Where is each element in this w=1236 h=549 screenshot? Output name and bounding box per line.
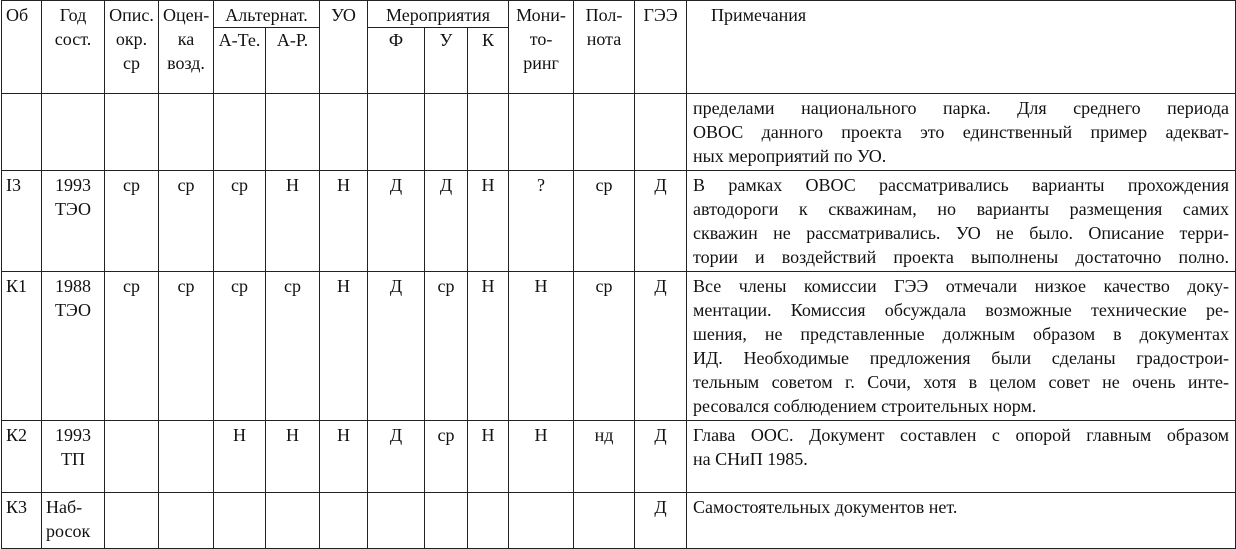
cell-f: Д — [368, 171, 425, 272]
cell-u: Д — [425, 171, 468, 272]
cell-notes: пределами национального парка. Для среднего периода ОВОС данного проекта это единственный пример адекват- ных мероприятий по УО. — [687, 94, 1236, 171]
cell-alt-te — [214, 94, 266, 171]
cell-otsen: ср — [159, 171, 214, 272]
cell-notes: В рамках ОВОС рассматривались варианты прохождения автодороги к скважинам, но варианты размещения самих скважин не рассматривались. УО не было. Описание терри- тории и воздействий проекта выполнены достаточно полно. — [687, 171, 1236, 272]
header-row — [2, 1, 1236, 28]
header-f: Ф — [368, 28, 425, 94]
header-year: Год сост. — [42, 1, 105, 94]
cell-ob — [2, 94, 42, 171]
cell-monit: Н — [509, 421, 574, 493]
cell-alt-r: Н — [266, 421, 320, 493]
cell-uo: Н — [320, 171, 368, 272]
cell-polnota: ср — [574, 272, 635, 421]
cell-notes: Глава ООС. Документ составлен с опорой главным образом на СНиП 1985. — [687, 421, 1236, 493]
header-uo: УО — [320, 1, 368, 94]
cell-polnota: нд — [574, 421, 635, 493]
cell-k: Н — [468, 421, 509, 493]
cell-opis: ср — [105, 272, 159, 421]
cell-f — [368, 493, 425, 549]
table-row — [2, 94, 1236, 171]
cell-k — [468, 493, 509, 549]
cell-year — [42, 94, 105, 171]
table-row — [2, 493, 1236, 549]
cell-f: Д — [368, 272, 425, 421]
table-row — [2, 171, 1236, 272]
cell-alt-r: Н — [266, 171, 320, 272]
cell-f — [368, 94, 425, 171]
cell-year: 1993 ТЭО — [42, 171, 105, 272]
cell-year: 1993 ТП — [42, 421, 105, 493]
cell-opis — [105, 493, 159, 549]
cell-gee: Д — [635, 421, 687, 493]
cell-alt-te — [214, 493, 266, 549]
cell-opis — [105, 94, 159, 171]
cell-polnota — [574, 493, 635, 549]
header-u: У — [425, 28, 468, 94]
cell-otsen — [159, 421, 214, 493]
cell-uo — [320, 94, 368, 171]
cell-monit: Н — [509, 272, 574, 421]
cell-u: ср — [425, 272, 468, 421]
cell-otsen: ср — [159, 272, 214, 421]
header-otsen: Оцен- ка возд. — [159, 1, 214, 94]
header-notes: Примечания — [687, 1, 1236, 94]
header-ob: Об — [2, 1, 42, 94]
cell-gee: Д — [635, 171, 687, 272]
cell-alt-te: ср — [214, 272, 266, 421]
cell-ob: К3 — [2, 493, 42, 549]
cell-k — [468, 94, 509, 171]
header-merop: Мероприятия — [368, 1, 509, 28]
header-monit: Мони- то- ринг — [509, 1, 574, 94]
cell-notes: Самостоятельных документов нет. — [687, 493, 1236, 549]
cell-opis — [105, 421, 159, 493]
header-altern: Альтернат. — [214, 1, 320, 28]
cell-monit — [509, 94, 574, 171]
cell-ob: I3 — [2, 171, 42, 272]
cell-gee: Д — [635, 493, 687, 549]
cell-ob: К1 — [2, 272, 42, 421]
cell-otsen — [159, 493, 214, 549]
cell-u: ср — [425, 421, 468, 493]
cell-f: Д — [368, 421, 425, 493]
cell-year: 1988 ТЭО — [42, 272, 105, 421]
table-row — [2, 421, 1236, 493]
cell-alt-te: ср — [214, 171, 266, 272]
cell-u — [425, 493, 468, 549]
cell-k: Н — [468, 171, 509, 272]
header-polnota: Пол- нота — [574, 1, 635, 94]
assessment-table — [1, 0, 1236, 549]
table-row — [2, 272, 1236, 421]
cell-opis: ср — [105, 171, 159, 272]
cell-monit — [509, 493, 574, 549]
cell-gee: Д — [635, 272, 687, 421]
header-k: К — [468, 28, 509, 94]
cell-ob: К2 — [2, 421, 42, 493]
cell-uo: Н — [320, 421, 368, 493]
cell-monit: ? — [509, 171, 574, 272]
cell-k: Н — [468, 272, 509, 421]
cell-notes: Все члены комиссии ГЭЭ отмечали низкое качество доку- ментации. Комиссия обсуждала возможные технические ре- шения, не представленные должным образом в документах ИД. Необходимые предложения были сделаны градострои- тельным советом г. Сочи, хотя в целом совет не очень инте- ресовался соблюдением строительных норм. — [687, 272, 1236, 421]
cell-u — [425, 94, 468, 171]
header-alt-te: А-Те. — [214, 28, 266, 94]
cell-polnota — [574, 94, 635, 171]
cell-uo — [320, 493, 368, 549]
cell-alt-r: ср — [266, 272, 320, 421]
header-opis: Опис. окр. ср — [105, 1, 159, 94]
cell-polnota: ср — [574, 171, 635, 272]
header-gee: ГЭЭ — [635, 1, 687, 94]
cell-otsen — [159, 94, 214, 171]
cell-alt-te: Н — [214, 421, 266, 493]
header-alt-r: А-Р. — [266, 28, 320, 94]
cell-alt-r — [266, 493, 320, 549]
cell-uo: Н — [320, 272, 368, 421]
cell-alt-r — [266, 94, 320, 171]
cell-year: Наб- росок — [42, 493, 105, 549]
cell-gee — [635, 94, 687, 171]
